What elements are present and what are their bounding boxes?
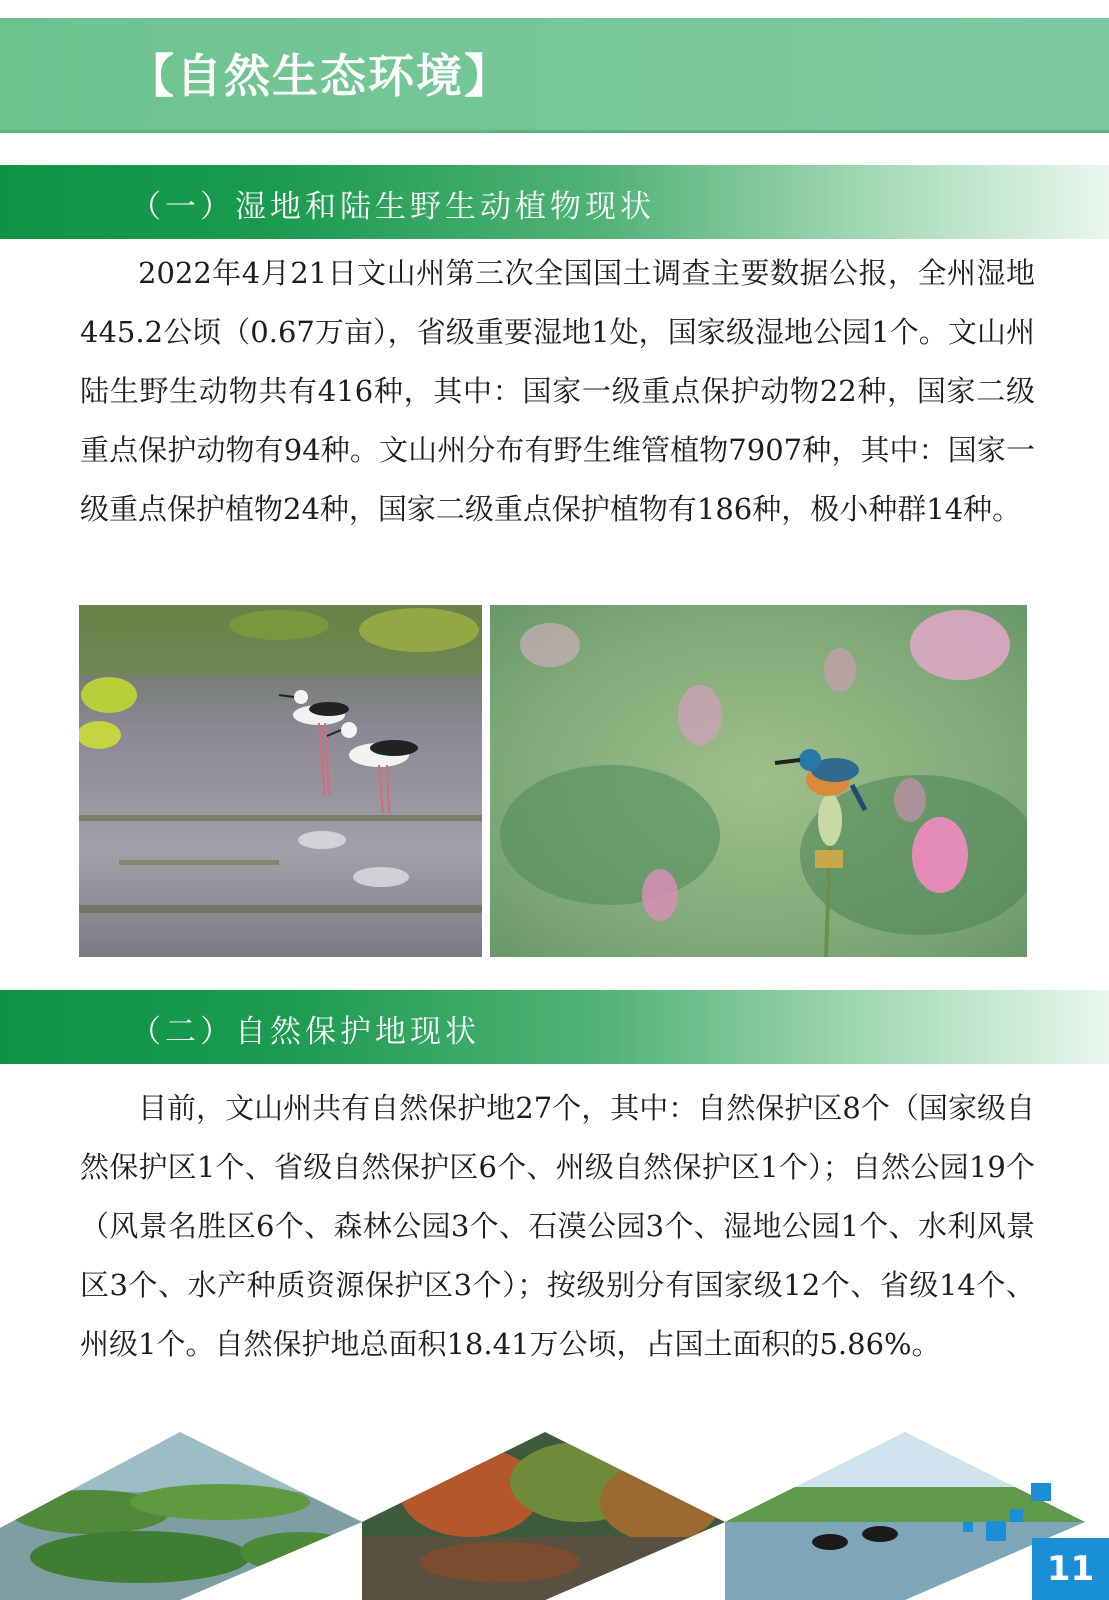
section-heading-2: （二）自然保护地现状 bbox=[130, 1014, 480, 1050]
decor-square bbox=[986, 1521, 1006, 1541]
wading-birds-photo bbox=[79, 605, 482, 957]
wetland-photo bbox=[0, 1432, 362, 1600]
page-title: 【自然生态环境】 bbox=[128, 49, 512, 103]
section1-paragraph: 2022年4月21日文山州第三次全国国土调查主要数据公报，全州湿地445.2公顷（0.67万亩），省级重要湿地1处，国家级湿地公园1个。文山州陆生野生动物共有416种，其中：国家一级重点保护动物22种，国家二级重点保护动物有94种。文山州分布有野生维管植物7907种，其中：国家一级重点保护植物24种，国家二级重点保护植物有186种，极小种群14种。 bbox=[80, 256, 1035, 526]
kingfisher-lotus-photo bbox=[490, 605, 1027, 957]
landscape-photo-strip bbox=[0, 1432, 1109, 1600]
section2-paragraph: 目前，文山州共有自然保护地27个，其中：自然保护区8个（国家级自然保护区1个、省级自然保护区6个、州级自然保护区1个）；自然公园19个（风景名胜区6个、森林公园3个、石漠公园3个、湿地公园1个、水利风景区3个、水产种质资源保护区3个）；按级别分有国家级12个、省级14个、州级1个。自然保护地总面积18.41万公顷，占国土面积的5.86%。 bbox=[80, 1091, 1035, 1361]
title-banner bbox=[0, 18, 1109, 133]
kingfisher-lotus-image bbox=[490, 605, 1027, 957]
section-heading-bar-2 bbox=[0, 990, 1109, 1064]
decor-square bbox=[1010, 1509, 1023, 1522]
black-swan-lake-photo bbox=[725, 1432, 1085, 1600]
page-number: 11 bbox=[1032, 1538, 1109, 1600]
section-heading-1: （一）湿地和陆生野生动植物现状 bbox=[130, 189, 655, 225]
decor-square bbox=[963, 1522, 973, 1532]
section-heading-bar-1 bbox=[0, 165, 1109, 239]
wading-birds-image bbox=[79, 605, 482, 957]
decor-square bbox=[1031, 1483, 1051, 1501]
autumn-lake-photo bbox=[362, 1432, 725, 1600]
